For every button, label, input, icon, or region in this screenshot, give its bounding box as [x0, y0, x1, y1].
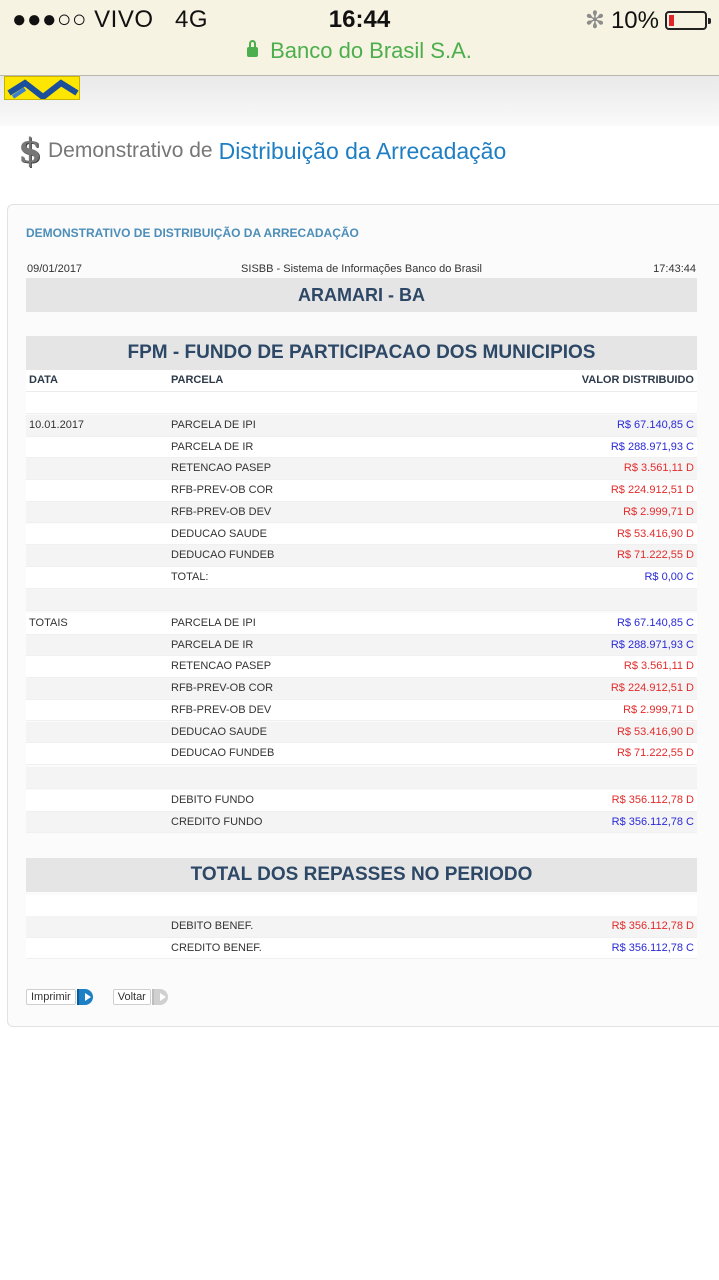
table-row: [26, 678, 697, 700]
cell-parcela: CREDITO FUNDO: [171, 815, 263, 828]
cell-valor: R$ 53.416,90 D: [616, 527, 694, 540]
report-card: [7, 204, 719, 1027]
table-row: [26, 700, 697, 722]
column-parcela: PARCELA: [171, 374, 224, 386]
cell-valor: R$ 288.971,93 C: [610, 638, 694, 651]
table-row: [26, 502, 697, 524]
page-title: [14, 132, 506, 170]
network-type: 4G: [175, 6, 209, 33]
cell-parcela: RFB-PREV-OB DEV: [171, 505, 272, 518]
title-prefix: Demonstrativo de: [48, 139, 213, 162]
carrier: ●●●○○ VIVO: [12, 6, 154, 33]
cell-parcela: RFB-PREV-OB DEV: [171, 703, 272, 716]
cell-parcela: PARCELA DE IPI: [171, 419, 256, 431]
spacer-row: [26, 895, 697, 917]
cell-valor: R$ 3.561,11 D: [623, 462, 694, 475]
cell-valor: R$ 356.112,78 D: [611, 920, 694, 932]
bluetooth-icon: ✻: [584, 7, 605, 34]
battery-percent: 10%: [610, 6, 659, 34]
municipality-band: ARAMARI - BA: [26, 278, 697, 312]
back-button[interactable]: [113, 989, 168, 1005]
cell-parcela: DEDUCAO FUNDEB: [171, 747, 275, 760]
total-period-band: TOTAL DOS REPASSES NO PERIODO: [26, 858, 697, 892]
play-arrow-icon[interactable]: [77, 989, 93, 1005]
cell-valor: R$ 2.999,71 D: [623, 703, 694, 716]
cell-parcela: DEBITO FUNDO: [171, 794, 254, 806]
table-row: [26, 437, 697, 459]
lock-icon: [247, 47, 258, 57]
cell-parcela: RETENCAO PASEP: [171, 660, 272, 673]
cell-parcela: DEBITO BENEF.: [171, 920, 254, 932]
cell-parcela: CREDITO BENEF.: [171, 941, 262, 954]
cell-parcela: DEDUCAO SAUDE: [171, 527, 267, 540]
cell-parcela: DEDUCAO SAUDE: [171, 725, 267, 738]
report-heading: DEMONSTRATIVO DE DISTRIBUIÇÃO DA ARRECADAÇÃO: [26, 226, 359, 240]
cell-parcela: PARCELA DE IR: [171, 440, 254, 453]
table-row: [26, 458, 697, 480]
battery-icon: [665, 11, 707, 30]
spacer-row: [26, 589, 697, 611]
cell-valor: R$ 2.999,71 D: [623, 505, 694, 518]
cell-valor: R$ 0,00 C: [644, 570, 694, 583]
cell-valor: R$ 71.222,55 D: [616, 747, 694, 760]
cell-parcela: RFB-PREV-OB COR: [171, 682, 274, 695]
dollar-icon: $: [18, 131, 42, 171]
cell-parcela: PARCELA DE IPI: [171, 617, 256, 629]
cell-valor: R$ 3.561,11 D: [623, 660, 694, 673]
cell-parcela: DEDUCAO FUNDEB: [171, 549, 275, 562]
cell-valor: R$ 288.971,93 C: [610, 440, 694, 453]
report-date: 09/01/2017: [27, 263, 83, 275]
table-row: [26, 743, 697, 765]
back-button-label[interactable]: Voltar: [113, 989, 151, 1005]
cell-parcela: RFB-PREV-OB COR: [171, 484, 274, 497]
cell-data: 10.01.2017: [29, 419, 85, 431]
table-row: [26, 790, 697, 812]
play-arrow-icon[interactable]: [152, 989, 168, 1005]
cell-data: TOTAIS: [29, 617, 68, 629]
table-row: [26, 635, 697, 657]
status-right: [585, 6, 707, 35]
cell-valor: R$ 356.112,78 C: [611, 941, 694, 954]
table-row: [26, 613, 697, 635]
column-data: DATA: [29, 374, 58, 386]
spacer-row: [26, 767, 697, 789]
action-buttons: [26, 989, 168, 1005]
clock: 16:44: [328, 6, 391, 33]
table-row: [26, 722, 697, 744]
table-row: [26, 524, 697, 546]
table-row: [26, 545, 697, 567]
table-row: [26, 415, 697, 437]
table-row: [26, 480, 697, 502]
fund-title-band: FPM - FUNDO DE PARTICIPACAO DOS MUNICIPIOS: [26, 336, 697, 370]
print-button-label[interactable]: Imprimir: [26, 989, 76, 1005]
print-button[interactable]: [26, 989, 93, 1005]
url-bar[interactable]: [0, 38, 719, 64]
table-row: [26, 656, 697, 678]
title-main: Distribuição da Arrecadação: [218, 137, 507, 164]
cell-valor: R$ 53.416,90 D: [616, 725, 694, 738]
page-header-strip: [0, 76, 719, 126]
cell-valor: R$ 67.140,85 C: [616, 617, 694, 629]
cell-parcela: PARCELA DE IR: [171, 638, 254, 651]
cell-valor: R$ 71.222,55 D: [616, 549, 694, 562]
spacer-row: [26, 392, 697, 414]
report-time: 17:43:44: [653, 263, 696, 275]
site-name: Banco do Brasil S.A.: [270, 38, 472, 63]
report-system: SISBB - Sistema de Informações Banco do Brasil: [241, 263, 482, 275]
cell-valor: R$ 356.112,78 C: [611, 815, 694, 828]
banco-do-brasil-logo[interactable]: [4, 76, 80, 100]
cell-parcela: TOTAL:: [171, 570, 209, 583]
browser-top-bar: [0, 0, 719, 76]
table-header: [26, 370, 697, 392]
table-row: [26, 916, 697, 938]
cell-valor: R$ 224.912,51 D: [610, 484, 694, 497]
cell-valor: R$ 356.112,78 D: [611, 794, 694, 806]
table-row: [26, 567, 697, 589]
cell-valor: R$ 224.912,51 D: [610, 682, 694, 695]
report-meta: [26, 263, 697, 277]
status-bar: [0, 4, 719, 36]
table-row: [26, 938, 697, 960]
cell-valor: R$ 67.140,85 C: [616, 419, 694, 431]
cell-parcela: RETENCAO PASEP: [171, 462, 272, 475]
table-row: [26, 812, 697, 834]
column-valor: VALOR DISTRIBUIDO: [581, 374, 694, 386]
